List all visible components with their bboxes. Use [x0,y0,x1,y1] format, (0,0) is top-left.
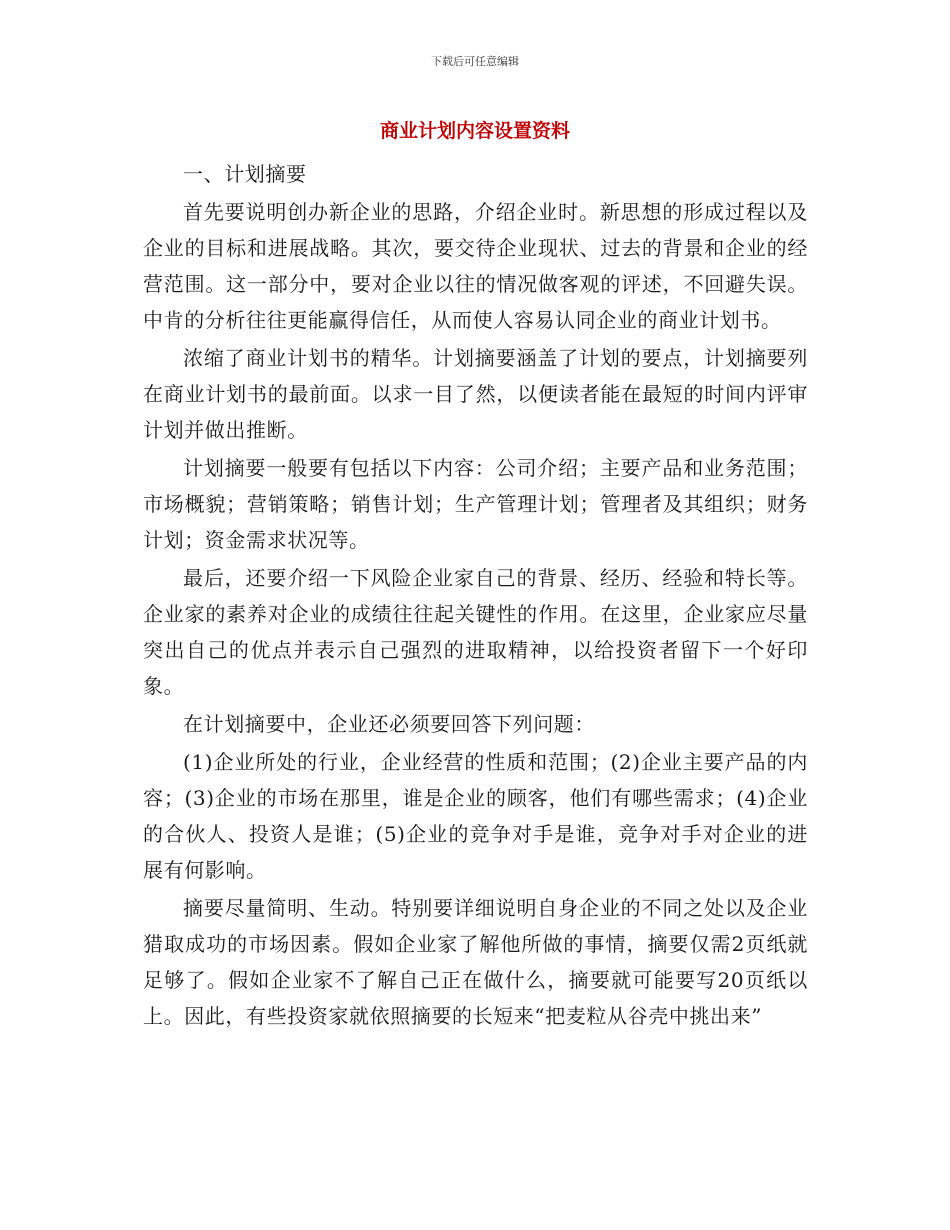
paragraph: 浓缩了商业计划书的精华。计划摘要涵盖了计划的要点，计划摘要列在商业计划书的最前面。以求一目了然，以便读者能在最短的时间内评审计划并做出推断。 [143,346,808,442]
document-title: 商业计划内容设置资料 [379,120,570,142]
paragraph: 摘要尽量简明、生动。特别要详细说明自身企业的不同之处以及企业猎取成功的市场因素。假如企业家了解他所做的事情，摘要仅需2页纸就足够了。假如企业家不了解自己正在做什么，摘要就可能要写20页纸以上。因此，有些投资家就依照摘要的长短来“把麦粒从谷壳中挑出来” [143,896,808,1028]
paragraph: 计划摘要一般要有包括以下内容：公司介绍；主要产品和业务范围；市场概貌；营销策略；销售计划；生产管理计划；管理者及其组织；财务计划；资金需求状况等。 [143,456,808,552]
paragraph: 首先要说明创办新企业的思路，介绍企业时。新思想的形成过程以及企业的目标和进展战略。其次，要交待企业现状、过去的背景和企业的经营范围。这一部分中，要对企业以往的情况做客观的评述，不回避失误。中肯的分析往往更能赢得信任，从而使人容易认同企业的商业计划书。 [143,200,808,332]
paragraph: 最后，还要介绍一下风险企业家自己的背景、经历、经验和特长等。企业家的素养对企业的成绩往往起关键性的作用。在这里，企业家应尽量突出自己的优点并表示自己强烈的进取精神，以给投资者留下一个好印象。 [143,566,808,698]
document-body [143,156,808,1036]
header-note: 下载后可任意编辑 [431,55,519,68]
paragraph: (1)企业所处的行业，企业经营的性质和范围；(2)企业主要产品的内容；(3)企业的市场在那里，谁是企业的顾客，他们有哪些需求；(4)企业的合伙人、投资人是谁；(5)企业的竞争对手是谁，竞争对手对企业的进展有何影响。 [143,750,808,882]
paragraph: 在计划摘要中，企业还必须要回答下列问题： [183,712,595,736]
section-heading: 一、计划摘要 [183,162,307,186]
